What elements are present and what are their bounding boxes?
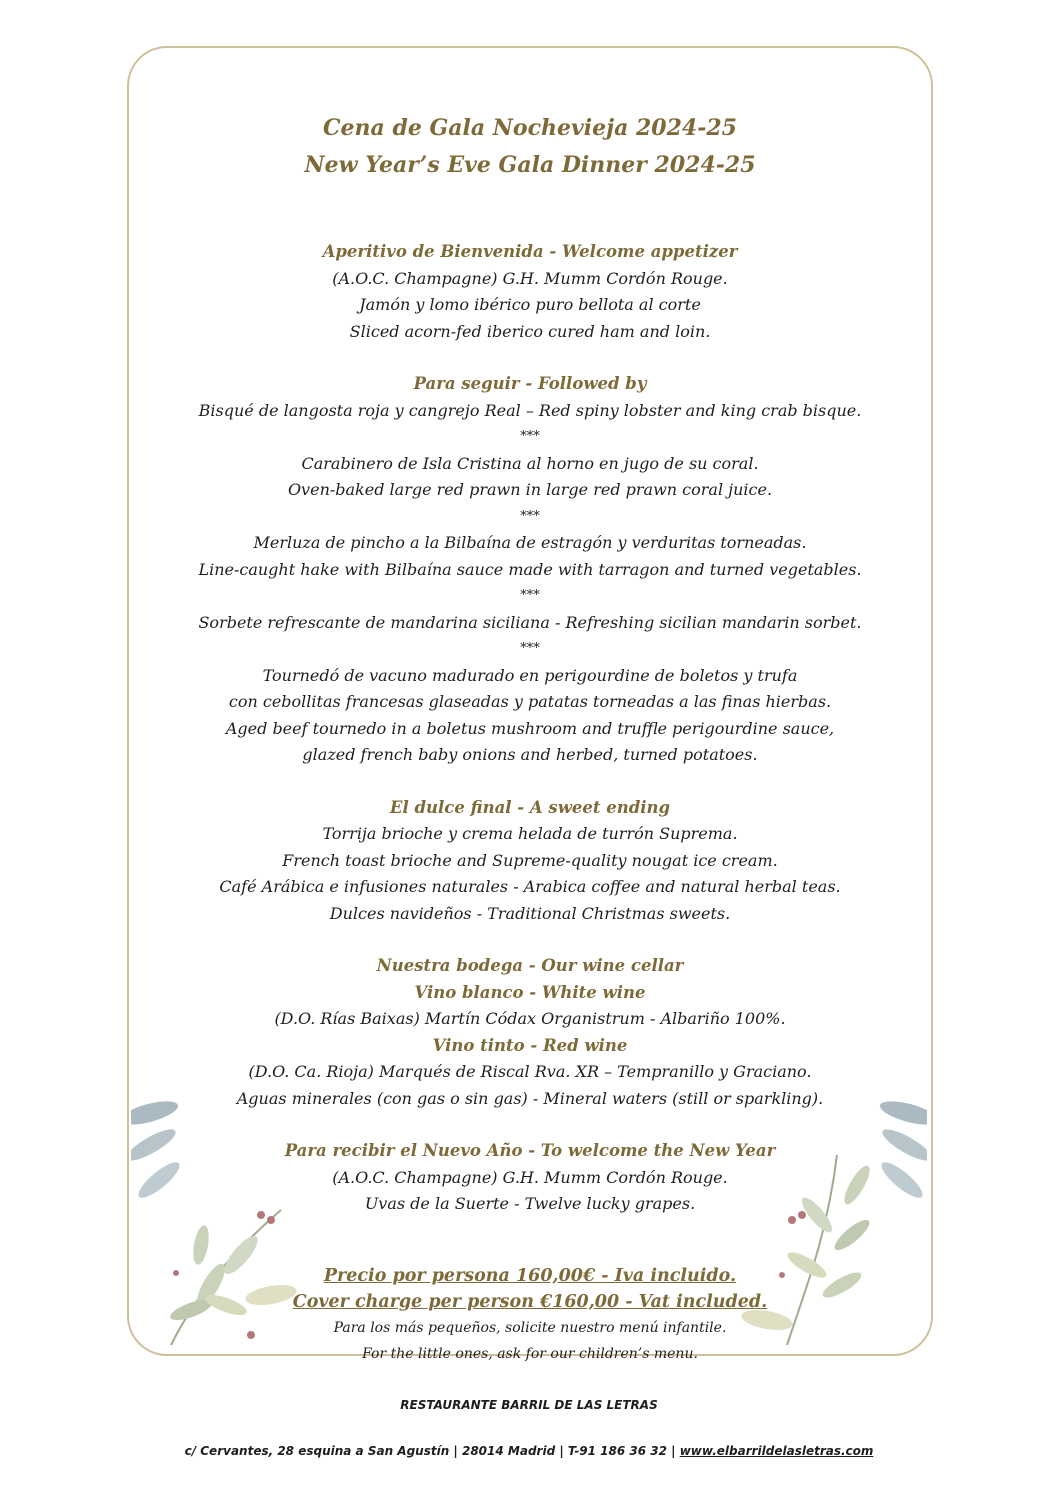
footer-contact — [0, 1444, 1058, 1458]
title-spanish: Cena de Gala Nochevieja 2024-25 — [323, 115, 737, 141]
separator: *** — [520, 641, 540, 656]
separator: *** — [520, 508, 540, 524]
price-english: Cover charge per person €160,00 - Vat included. — [292, 1291, 768, 1312]
menu-line: Bisqué de langosta roja y cangrejo Real – Red spiny lobster and king crab bisque. — [198, 400, 862, 420]
restaurant-name: RESTAURANTE BARRIL DE LAS LETRAS — [400, 1398, 658, 1412]
menu-line: Torrija brioche y crema helada de turrón Suprema. — [322, 824, 738, 843]
menu-content — [150, 110, 910, 1367]
menu-line: (D.O. Ca. Rioja) Marqués de Riscal Rva. XR – Tempranillo y Graciano. — [248, 1062, 812, 1081]
kids-note-english: For the little ones, ask for our children’s menu. — [362, 1345, 698, 1362]
menu-line: Carabinero de Isla Cristina al horno en jugo de su coral. — [301, 453, 759, 473]
menu-line: Tournedó de vacuno madurado en perigourdine de boletos y trufa — [262, 665, 798, 685]
menu-line: Oven-baked large red prawn in large red prawn coral juice. — [287, 480, 773, 499]
menu-line: Aguas minerales (con gas o sin gas) - Mineral waters (still or sparkling). — [236, 1088, 824, 1108]
title-english: New Year’s Eve Gala Dinner 2024-25 — [304, 152, 756, 178]
menu-line: Jamón y lomo ibérico puro bellota al corte — [359, 295, 701, 314]
menu-line: (D.O. Rías Baixas) Martín Códax Organistrum - Albariño 100%. — [274, 1009, 786, 1028]
followed-heading: Para seguir - Followed by — [413, 374, 647, 393]
menu-line: (A.O.C. Champagne) G.H. Mumm Cordón Rouge. — [332, 268, 728, 288]
white-wine-heading: Vino blanco - White wine — [414, 982, 646, 1002]
kids-note-spanish: Para los más pequeños, solicite nuestro menú infantile. — [333, 1319, 727, 1336]
red-wine-heading: Vino tinto - Red wine — [432, 1035, 628, 1055]
menu-line: (A.O.C. Champagne) G.H. Mumm Cordón Rouge. — [332, 1167, 728, 1187]
menu-line: Line-caught hake with Bilbaína sauce made with tarragon and turned vegetables. — [198, 559, 862, 579]
website-link[interactable]: www.elbarrildelasletras.com — [679, 1444, 874, 1458]
wine-heading: Nuestra bodega - Our wine cellar — [376, 956, 684, 975]
menu-line: glazed french baby onions and herbed, turned potatoes. — [302, 745, 758, 764]
menu-line: con cebollitas francesas glaseadas y patatas torneadas a las finas hierbas. — [228, 692, 832, 711]
menu-line: French toast brioche and Supreme-quality nougat ice cream. — [282, 850, 778, 870]
appetizer-heading: Aperitivo de Bienvenida - Welcome appetizer — [322, 242, 738, 261]
menu-line: Merluza de pincho a la Bilbaína de estragón y verduritas torneadas. — [253, 533, 807, 552]
menu-line: Café Arábica e infusiones naturales - Arabica coffee and natural herbal teas. — [219, 877, 841, 896]
menu-line: Sorbete refrescante de mandarina siciliana - Refreshing sicilian mandarin sorbet. — [198, 612, 862, 632]
dessert-heading: El dulce final - A sweet ending — [389, 797, 671, 817]
menu-line: Aged beef tournedo in a boletus mushroom and truffle perigourdine sauce, — [225, 718, 835, 738]
separator: *** — [520, 429, 540, 444]
newyear-heading: Para recibir el Nuevo Año - To welcome the New Year — [284, 1141, 776, 1160]
menu-line: Sliced acorn-fed iberico cured ham and loin. — [349, 321, 711, 341]
footer-address: c/ Cervantes, 28 esquina a San Agustín | 28014 Madrid | T-91 186 36 32 | — [184, 1444, 680, 1458]
menu-line: Uvas de la Suerte - Twelve lucky grapes. — [364, 1194, 696, 1213]
separator: *** — [520, 588, 540, 603]
menu-line: Dulces navideños - Traditional Christmas sweets. — [329, 903, 731, 923]
price-spanish: Precio por persona 160,00€ - Iva incluido. — [323, 1265, 737, 1286]
